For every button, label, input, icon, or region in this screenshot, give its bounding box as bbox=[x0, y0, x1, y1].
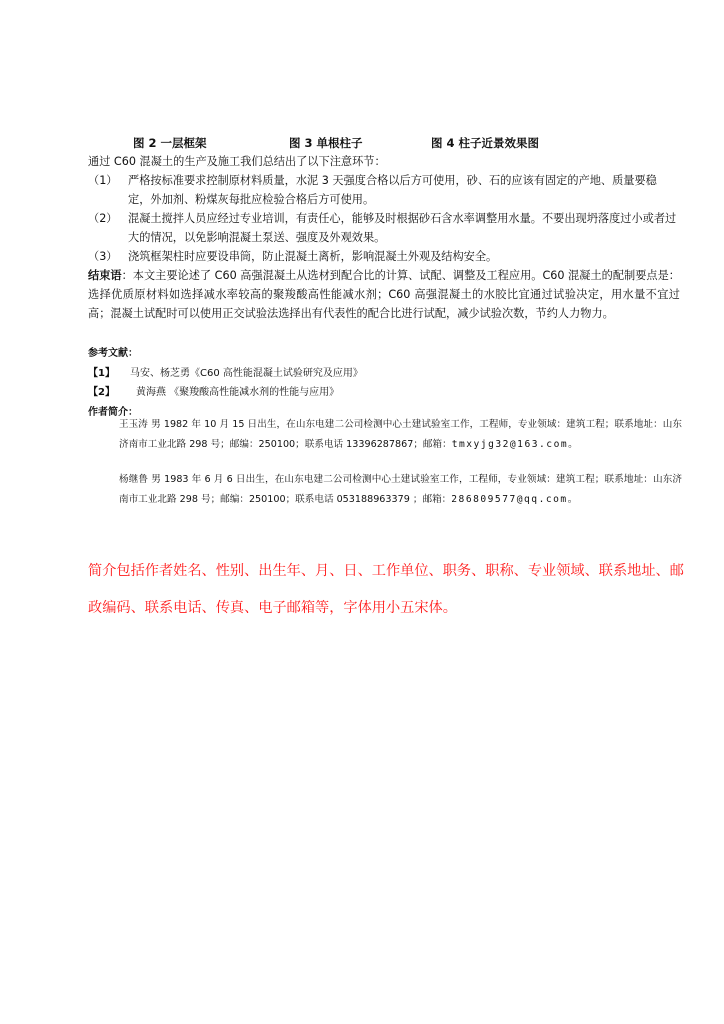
list-item-text: 浇筑框架柱时应要设串筒，防止混凝土离析，影响混凝土外观及结构安全。 bbox=[128, 250, 498, 263]
conclusion-label: 结束语 bbox=[88, 269, 122, 282]
reference-item bbox=[88, 364, 363, 379]
reference-number: 【1】 bbox=[88, 368, 115, 379]
notes-section bbox=[88, 152, 678, 266]
author-bio-text bbox=[88, 470, 682, 510]
list-item-number: （2） bbox=[88, 212, 118, 225]
figure-2-caption: 图 2 一层框架 bbox=[133, 136, 207, 150]
references-heading: 参考文献： bbox=[88, 348, 138, 359]
list-item-number: （3） bbox=[88, 250, 118, 263]
figure-3-caption: 图 3 单根柱子 bbox=[289, 136, 363, 150]
format-instruction-note: 简介包括作者姓名、性别、出生年、月、日、工作单位、职务、职称、专业领域、联系地址、邮政编码、联系电话、传真、电子邮箱等，字体用小五宋体。 bbox=[88, 563, 684, 616]
reference-text: 马安、杨芝勇《C60 高性能混凝土试验研究及应用》 bbox=[130, 368, 363, 379]
figure-4-caption: 图 4 柱子近景效果图 bbox=[431, 136, 540, 150]
author-bio-tail: 。 bbox=[567, 494, 578, 505]
list-item bbox=[88, 171, 678, 209]
authors-heading: 作者简介： bbox=[88, 407, 138, 418]
figure-captions bbox=[0, 135, 724, 151]
conclusion-paragraph bbox=[88, 266, 680, 323]
conclusion-text: ：本文主要论述了 C60 高强混凝土从选材到配合比的计算、试配、调整及工程应用。C60 混凝土的配制要点是：选择优质原材料如选择减水率较高的聚羧酸高性能减水剂；C60 高强混凝土的水胶比宜通过试验决定，用水量不宜过高；混凝土试配时可以使用正交试验法选择出有代表性的配合比进行试配，减少试验次数，节约人力物力。 bbox=[88, 269, 680, 320]
author-bio bbox=[88, 470, 682, 510]
intro-paragraph: 通过 C60 混凝土的生产及施工我们总结出了以下注意环节： bbox=[88, 155, 386, 168]
author-bio-tail: 。 bbox=[568, 439, 578, 450]
author-email-link[interactable]: 286809577@qq.com bbox=[451, 494, 568, 505]
reference-text: 黄海燕 《聚羧酸高性能减水剂的性能与应用》 bbox=[136, 387, 340, 398]
author-email-link[interactable]: tmxyjg32@163.com bbox=[451, 439, 569, 450]
list-item-text: 混凝土搅拌人员应经过专业培训，有责任心，能够及时根据砂石含水率调整用水量。不要出现坍落度过小或者过大的情况，以免影响混凝土泵送、强度及外观效果。 bbox=[128, 212, 677, 244]
list-item-text: 严格按标准要求控制原材料质量，水泥 3 天强度合格以后方可使用，砂、石的应该有固定的产地、质量要稳定，外加剂、粉煤灰每批应检验合格后方可使用。 bbox=[128, 174, 657, 206]
reference-number: 【2】 bbox=[88, 387, 115, 398]
list-item bbox=[88, 247, 678, 266]
author-bio-body: 杨继鲁 男 1983 年 6 月 6 日出生，在山东电建二公司检测中心土建试验室工作，工程师，专业领域：建筑工程；联系地址：山东济南市工业北路 298 号；邮编：250100；联系电话 053188963379 ；邮箱： bbox=[119, 474, 682, 505]
list-item-number: （1） bbox=[88, 174, 118, 187]
author-bio-text bbox=[88, 415, 682, 455]
author-bio bbox=[88, 415, 682, 455]
list-item bbox=[88, 209, 678, 247]
reference-item bbox=[88, 383, 339, 398]
author-bio-body: 王玉涛 男 1982 年 10 月 15 日出生，在山东电建二公司检测中心土建试验室工作，工程师，专业领域：建筑工程；联系地址：山东济南市工业北路 298 号；邮编：250100；联系电话 13396287867；邮箱： bbox=[119, 419, 682, 450]
